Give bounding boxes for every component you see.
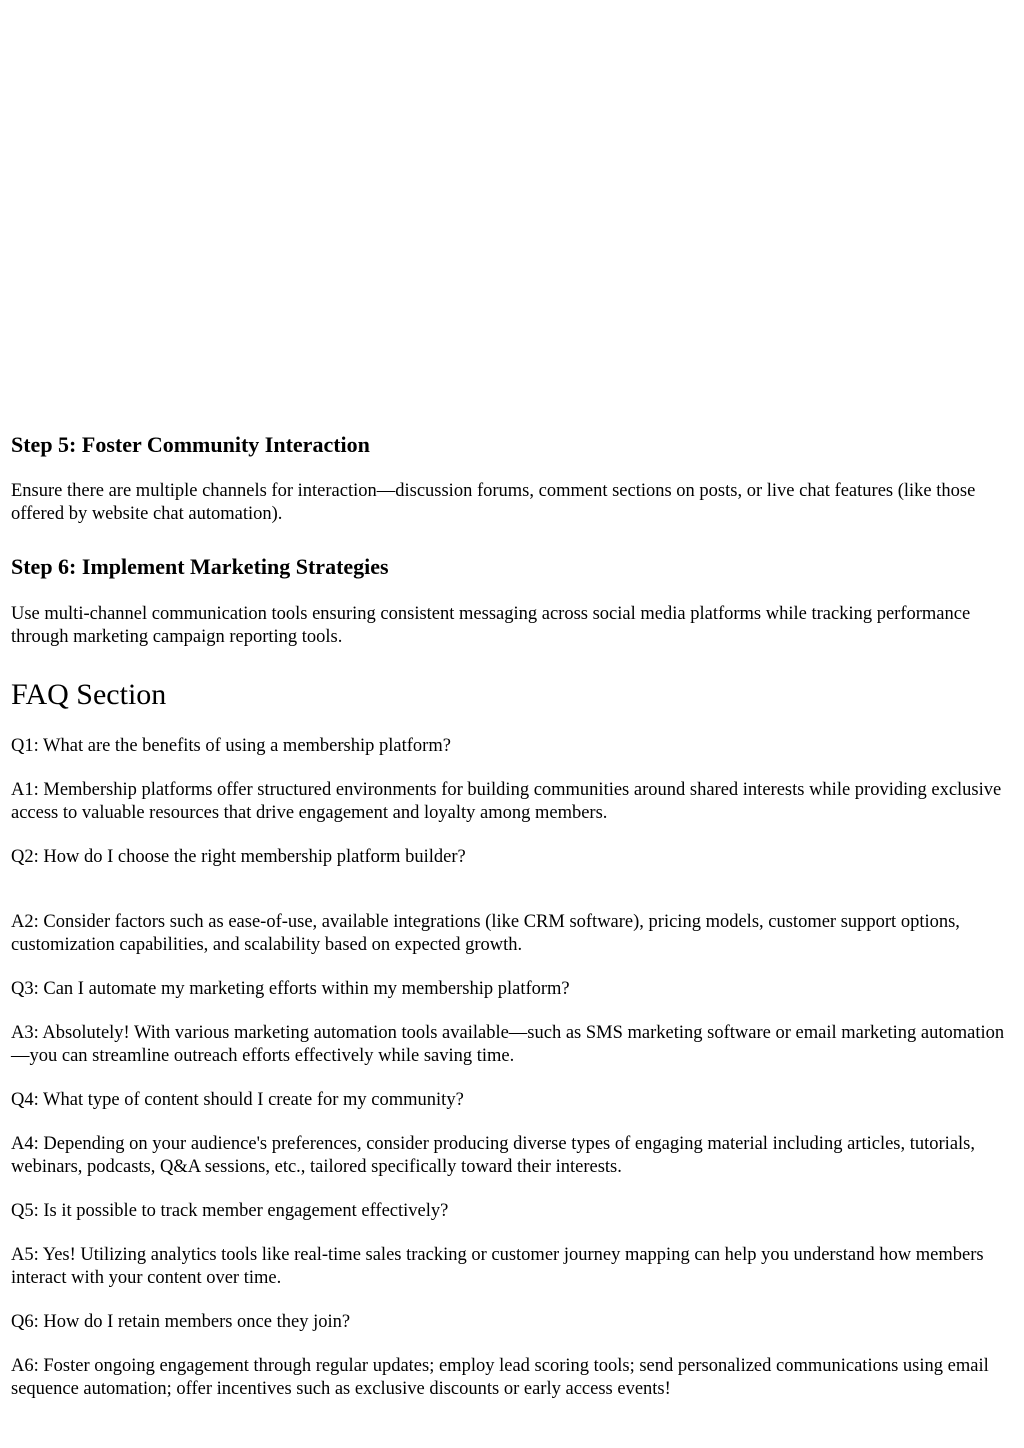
- faq-question-2: Q2: How do I choose the right membership platform builder?: [11, 847, 466, 867]
- faq-answer-3: A3: Absolutely! With various marketing automation tools available—such as SMS marketing software or email marketing automation—you can streamline outreach efforts effectively while saving time.: [11, 1023, 1005, 1066]
- faq-answer-6: A6: Foster ongoing engagement through regular updates; employ lead scoring tools; send personalized communications using email sequence automation; offer incentives such as exclusive discounts or early access events!: [11, 1356, 989, 1399]
- faq-answer-4: A4: Depending on your audience's preferences, consider producing diverse types of engaging material including articles, tutorials, webinars, podcasts, Q&A sessions, etc., tailored specifically toward their interests.: [11, 1134, 975, 1177]
- faq-question-5: Q5: Is it possible to track member engagement effectively?: [11, 1201, 449, 1221]
- step5-paragraph: Ensure there are multiple channels for interaction—discussion forums, comment sections on posts, or live chat features (like those offered by website chat automation).: [11, 481, 976, 524]
- faq-question-1: Q1: What are the benefits of using a membership platform?: [11, 736, 451, 756]
- faq-answer-1: A1: Membership platforms offer structured environments for building communities around shared interests while providing exclusive access to valuable resources that drive engagement and loyalty among members.: [11, 780, 1002, 823]
- step6-paragraph: Use multi-channel communication tools ensuring consistent messaging across social media platforms while tracking performance through marketing campaign reporting tools.: [11, 604, 971, 647]
- faq-question-6: Q6: How do I retain members once they join?: [11, 1312, 351, 1332]
- step6-heading: Step 6: Implement Marketing Strategies: [11, 554, 389, 579]
- faq-answer-2: A2: Consider factors such as ease-of-use, available integrations (like CRM software), pricing models, customer support options, customization capabilities, and scalability based on expected growth.: [11, 912, 960, 955]
- faq-question-3: Q3: Can I automate my marketing efforts within my membership platform?: [11, 979, 570, 999]
- blank-area: [11, 0, 1011, 430]
- step5-heading: Step 5: Foster Community Interaction: [11, 432, 370, 457]
- faq-question-4: Q4: What type of content should I create for my community?: [11, 1090, 464, 1110]
- faq-answer-5: A5: Yes! Utilizing analytics tools like real-time sales tracking or customer journey mapping can help you understand how members interact with your content over time.: [11, 1245, 984, 1288]
- faq-heading: FAQ Section: [11, 678, 167, 711]
- document-page: [11, 0, 1011, 1401]
